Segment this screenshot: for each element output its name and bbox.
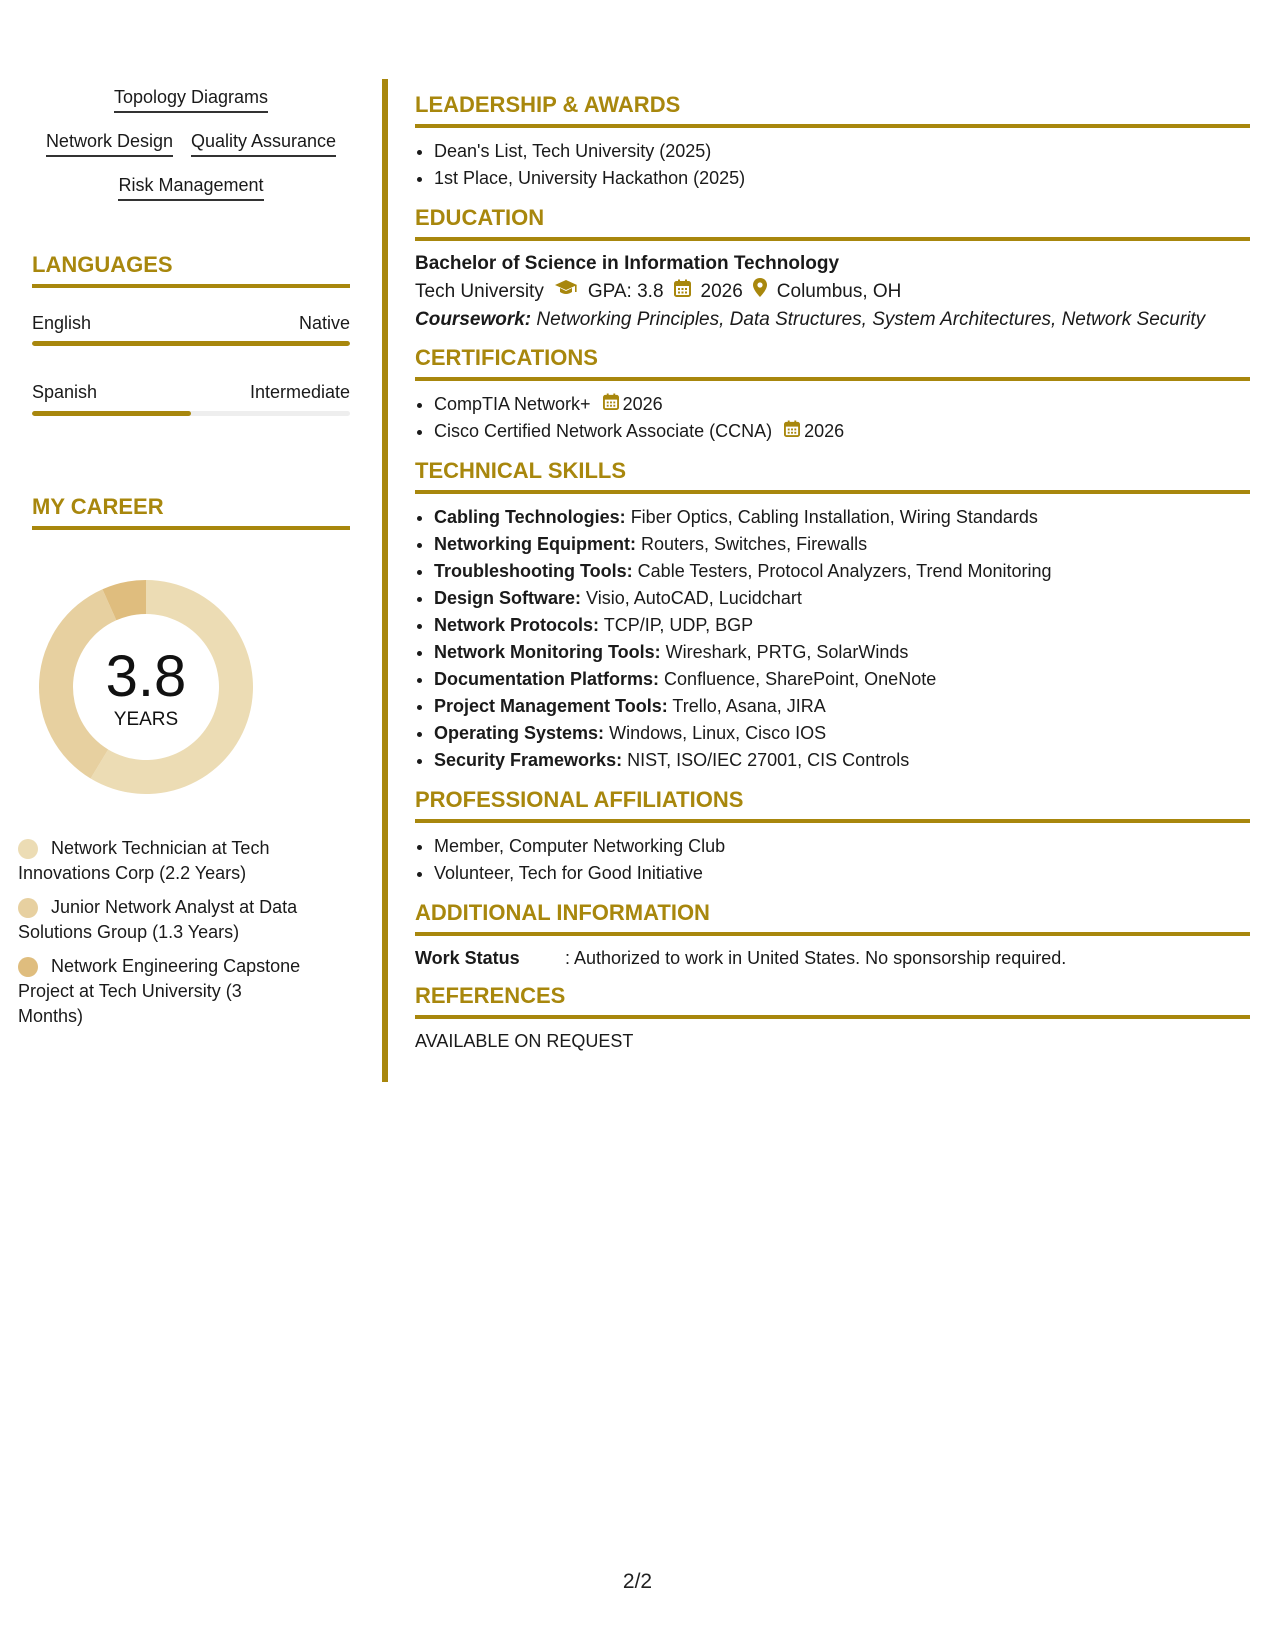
calendar-icon: [784, 418, 800, 445]
skill-item: [434, 720, 1250, 747]
work-status-value: : Authorized to work in United States. No sponsorship required.: [565, 948, 1067, 968]
certification-name: • Cisco Certified Network Associate (CCNA): [434, 421, 773, 441]
skill-item: [434, 504, 1250, 531]
skill-item: [434, 693, 1250, 720]
calendar-icon: [603, 391, 619, 418]
language-proficiency-bar: [32, 341, 350, 346]
language-level: Native: [298, 313, 350, 333]
skill-value: Trello, Asana, JIRA: [672, 696, 826, 716]
skill-label: Project Management Tools:: [434, 696, 668, 716]
language-name: English: [32, 313, 92, 333]
leadership-section: [415, 92, 1250, 192]
location: Columbus, OH: [776, 281, 902, 302]
technical-skills-title: TECHNICAL SKILLS: [415, 458, 1250, 494]
certification-year: 2026: [804, 421, 845, 441]
skill-label: Design Software:: [434, 588, 582, 608]
skill-label: Operating Systems:: [434, 723, 605, 743]
coursework-label: Coursework:: [415, 309, 532, 330]
career-legend-item: [18, 954, 308, 1029]
location-pin-icon: [753, 277, 767, 307]
affiliations-title: PROFESSIONAL AFFILIATIONS: [415, 787, 1250, 823]
certification-item: [434, 391, 1250, 418]
list-item: • 1st Place, University Hackathon (2025): [434, 165, 1250, 192]
skill-label: Cabling Technologies:: [434, 507, 626, 527]
language-proficiency-fill: [32, 341, 350, 346]
page-number: 2/2: [622, 1570, 653, 1593]
skill-tag: Topology Diagrams: [114, 86, 268, 113]
gpa: GPA: 3.8: [587, 281, 664, 302]
skill-tag: Network Design: [46, 130, 173, 157]
affiliations-section: [415, 787, 1250, 887]
skill-value: Wireshark, PRTG, SolarWinds: [665, 642, 909, 662]
career-legend-item: [18, 836, 308, 886]
certifications-list: [415, 391, 1250, 445]
legend-label: Network Engineering Capstone Project at Tech University (3 Months): [18, 956, 301, 1026]
skill-item: [434, 639, 1250, 666]
degree: Bachelor of Science in Information Technology: [415, 253, 840, 274]
skill-tags-row: [32, 130, 350, 157]
language-proficiency-fill: [32, 411, 191, 416]
education-title: EDUCATION: [415, 205, 1250, 241]
legend-dot: [18, 898, 38, 918]
list-item: • Member, Computer Networking Club: [434, 833, 1250, 860]
skill-item: [434, 612, 1250, 639]
leadership-title: LEADERSHIP & AWARDS: [415, 92, 1250, 128]
career-legend: [18, 836, 308, 1038]
skill-tag: Quality Assurance: [191, 130, 336, 157]
career-donut-chart: [34, 575, 258, 799]
work-status-row: [415, 946, 1250, 970]
references-section: [415, 983, 1250, 1053]
skill-item: [434, 585, 1250, 612]
coursework: [415, 307, 1250, 332]
column-divider: [382, 79, 388, 1082]
skill-value: Visio, AutoCAD, Lucidchart: [586, 588, 802, 608]
skill-item: [434, 747, 1250, 774]
main-content: [415, 92, 1250, 1066]
language-proficiency-bar: [32, 411, 350, 416]
skill-item: [434, 558, 1250, 585]
leadership-list: [415, 138, 1250, 192]
language-level: Intermediate: [249, 382, 350, 402]
skill-label: Network Monitoring Tools:: [434, 642, 661, 662]
certifications-title: CERTIFICATIONS: [415, 345, 1250, 381]
coursework-list: Networking Principles, Data Structures, System Architectures, Network Security: [536, 309, 1206, 330]
list-item: • Volunteer, Tech for Good Initiative: [434, 860, 1250, 887]
additional-info-title: ADDITIONAL INFORMATION: [415, 900, 1250, 936]
legend-label: Network Technician at Tech Innovations Corp (2.2 Years): [18, 838, 270, 883]
graduation-year: 2026: [700, 281, 743, 302]
language-row: [32, 381, 350, 403]
skill-label: Documentation Platforms:: [434, 669, 660, 689]
calendar-icon: [674, 277, 691, 307]
certifications-section: [415, 345, 1250, 445]
language-name: Spanish: [32, 382, 98, 402]
language-row: [32, 312, 350, 334]
languages-title: LANGUAGES: [32, 252, 350, 288]
technical-skills-list: [415, 504, 1250, 774]
skill-value: Windows, Linux, Cisco IOS: [609, 723, 827, 743]
additional-info-section: [415, 900, 1250, 970]
certification-year: 2026: [622, 394, 663, 414]
skill-label: Network Protocols:: [434, 615, 600, 635]
skill-label: Security Frameworks:: [434, 750, 623, 770]
legend-dot: [18, 839, 38, 859]
skill-value: TCP/IP, UDP, BGP: [603, 615, 754, 635]
affiliations-list: [415, 833, 1250, 887]
skill-label: Networking Equipment:: [434, 534, 636, 554]
list-item: • Dean's List, Tech University (2025): [434, 138, 1250, 165]
skill-tags-row: [32, 86, 350, 113]
technical-skills-section: [415, 458, 1250, 774]
school: Tech University: [415, 281, 544, 302]
skill-value: Routers, Switches, Firewalls: [641, 534, 868, 554]
skill-item: [434, 666, 1250, 693]
references-text: AVAILABLE ON REQUEST: [415, 1031, 634, 1051]
career-unit: YEARS: [113, 709, 179, 730]
donut-center: [34, 575, 258, 799]
work-status-label: Work Status: [415, 948, 520, 968]
skill-item: [434, 531, 1250, 558]
legend-label: Junior Network Analyst at Data Solutions Group (1.3 Years): [18, 897, 298, 942]
legend-dot: [18, 957, 38, 977]
skill-tag: Risk Management: [118, 174, 263, 201]
career-legend-item: [18, 895, 308, 945]
education-section: [415, 205, 1250, 332]
skill-value: Fiber Optics, Cabling Installation, Wiring Standards: [630, 507, 1038, 527]
career-title: MY CAREER: [32, 494, 350, 530]
career-total-years: 3.8: [105, 644, 187, 709]
skill-label: Troubleshooting Tools:: [434, 561, 633, 581]
skill-value: Cable Testers, Protocol Analyzers, Trend Monitoring: [637, 561, 1052, 581]
skill-tags-row: [32, 174, 350, 201]
education-details: [415, 277, 1250, 307]
references-title: REFERENCES: [415, 983, 1250, 1019]
graduation-cap-icon: [554, 277, 578, 307]
skill-value: NIST, ISO/IEC 27001, CIS Controls: [627, 750, 910, 770]
skill-value: Confluence, SharePoint, OneNote: [664, 669, 937, 689]
certification-item: [434, 418, 1250, 445]
certification-name: • CompTIA Network+: [434, 394, 591, 414]
